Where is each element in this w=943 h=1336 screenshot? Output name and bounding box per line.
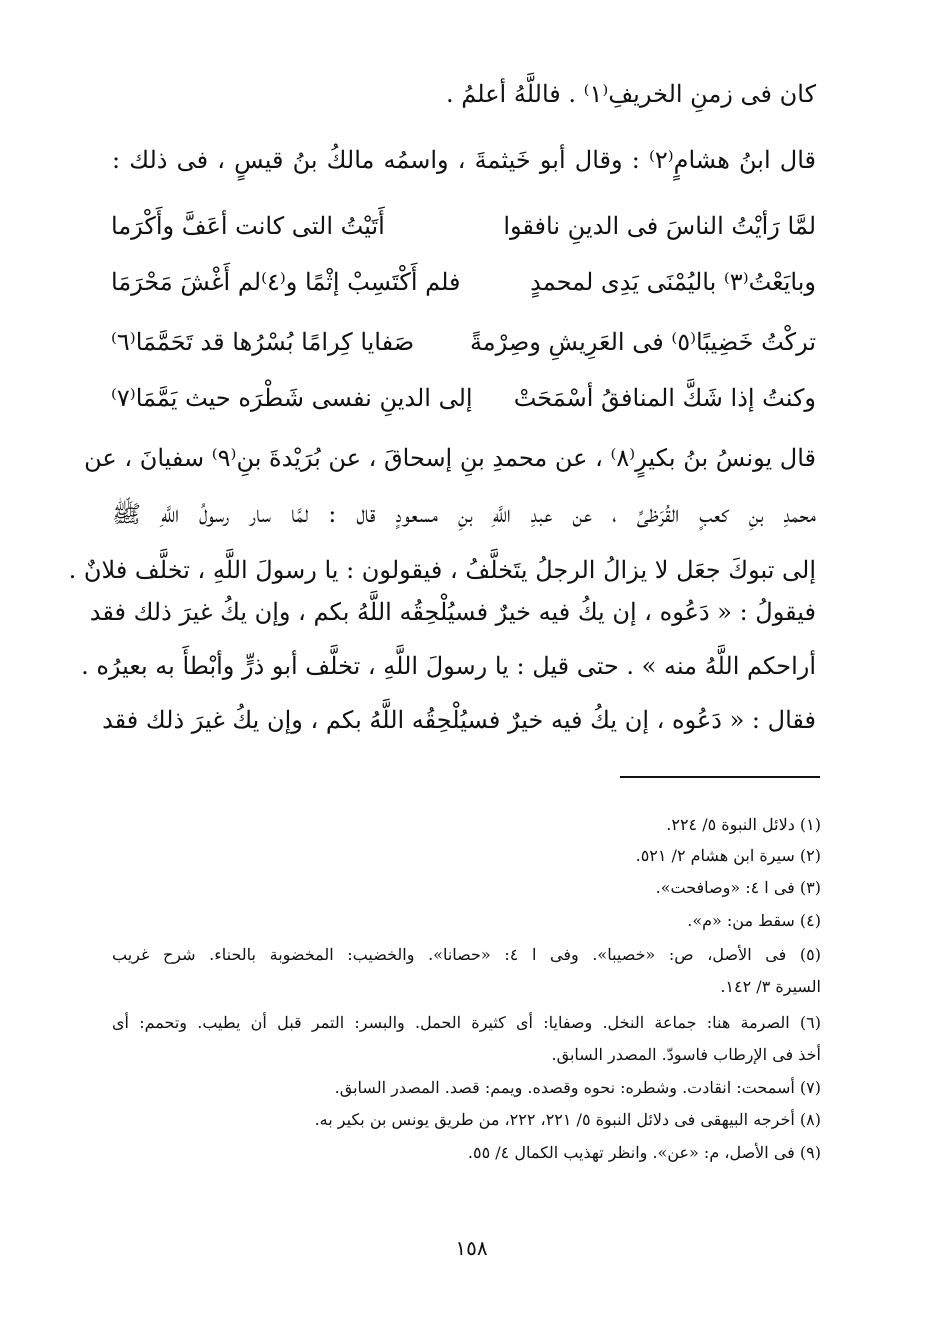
verse-4-first-hemistich: وكنتُ إذا شَكَّ المنافقُ أسْمَحَتْ bbox=[513, 384, 816, 412]
paragraph-line-5: أراحكم اللَّهُ منه » . حتى قيل : يا رسولَ اللَّهِ ، تخلَّف أبو ذرٍّ وأبْطأَ به بعيرُه . bbox=[81, 652, 816, 680]
paragraph-line-4: فيقولُ : « دَعُوه ، إن يكُ فيه خيرٌ فسيُلْحِقُه اللَّهُ بكم ، وإن يكُ غيرَ ذلك فقد bbox=[89, 598, 816, 626]
verse-3 bbox=[111, 322, 816, 372]
verse-1 bbox=[111, 206, 816, 256]
verse-2-second-hemistich: فلم أَكْتَسِبْ إثْمًا و⁽٤⁾لم أَغْشَ مَحْرَمَا bbox=[111, 268, 461, 296]
footnote-5: (٥) فى الأصل، ص: «خصيبا». وفى ا ٤: «حصانا». والخضيب: المخضوبة بالحناء. شرح غريب bbox=[112, 945, 821, 964]
footnote-6-continued: أخذ فى الإرطاب فاسودّ. المصدر السابق. bbox=[551, 1045, 821, 1064]
footnote-8: (٨) أخرجه البيهقى فى دلائل النبوة ٥/ ٢٢١، ٢٢٢، من طريق يونس بن بكير به. bbox=[314, 1110, 821, 1129]
verse-3-first-hemistich: تركْتُ خَضِيبًا⁽٥⁾ فى العَرِيشِ وصِرْمةً bbox=[469, 328, 816, 356]
paragraph-line-3: إلى تبوكَ جعَل لا يزالُ الرجلُ يتَخلَّفُ ، فيقولون : يا رسولَ اللَّهِ ، تخلَّف فلانٌ . bbox=[68, 556, 816, 584]
paragraph-line-2: محمدِ بنِ كعبٍ القُرَظىِّ ، عن عبدِ اللَّهِ بنِ مسعودٍ قال : لمَّا سار رسولُ اللَّهِ ﷺ bbox=[112, 500, 816, 528]
verse-4 bbox=[111, 378, 816, 428]
paragraph-line-6: فقال : « دَعُوه ، إن يكُ فيه خيرٌ فسيُلْحِقُه اللَّهُ بكم ، وإن يكُ غيرَ ذلك فقد bbox=[102, 706, 816, 734]
body-line-2: قال ابنُ هشامٍ⁽٢⁾ : وقال أبو خَيثمةَ ، واسمُه مالكُ بنُ قيسٍ ، فى ذلك : bbox=[112, 146, 816, 174]
footnote-1: (١) دلائل النبوة ٥/ ٢٢٤. bbox=[666, 815, 821, 834]
verse-1-second-hemistich: أَتَيْتُ التى كانت أعَفَّ وأَكْرَما bbox=[111, 212, 385, 240]
verse-2 bbox=[111, 262, 816, 312]
footnote-4: (٤) سقط من: «م». bbox=[687, 911, 821, 930]
verse-4-second-hemistich: إلى الدينِ نفسى شَطْرَه حيث يَمَّمَا⁽٧⁾ bbox=[111, 384, 473, 412]
body-line-1: كان فى زمنِ الخريفِ⁽١⁾ . فاللَّهُ أعلمُ . bbox=[446, 80, 816, 108]
footnote-7: (٧) أسمحت: انقادت. وشطره: نحوه وقصده. ويمم: قصد. المصدر السابق. bbox=[334, 1078, 821, 1097]
paragraph-line-1: قال يونسُ بنُ بكيرٍ⁽٨⁾ ، عن محمدِ بنِ إسحاقَ ، عن بُرَيْدةَ بنِ⁽٩⁾ سفيانَ ، عن bbox=[84, 444, 816, 472]
footnote-9: (٩) فى الأصل، م: «عن». وانظر تهذيب الكمال ٤/ ٥٥. bbox=[467, 1143, 821, 1162]
verse-1-first-hemistich: لمَّا رَأيْتُ الناسَ فى الدينِ نافقوا bbox=[503, 212, 816, 240]
page-number: ١٥٨ bbox=[455, 1236, 488, 1260]
footnote-5-continued: السيرة ٣/ ١٤٢. bbox=[720, 977, 821, 996]
verse-3-second-hemistich: صَفايا كِرامًا بُسْرُها قد تَحَمَّمَا⁽٦⁾ bbox=[111, 328, 415, 356]
footnote-separator bbox=[620, 776, 820, 778]
footnote-6: (٦) الصرمة هنا: جماعة النخل. وصفايا: أى كثيرة الحمل. والبسر: التمر قبل أن يطيب. وتحمم: أى bbox=[112, 1013, 821, 1032]
verse-2-first-hemistich: وبايَعْتُ⁽٣⁾ باليُمْنَى يَدِى لمحمدٍ bbox=[530, 268, 816, 296]
footnote-3: (٣) فى ا ٤: «وصافحت». bbox=[655, 878, 821, 897]
footnote-2: (٢) سيرة ابن هشام ٢/ ٥٢١. bbox=[635, 846, 821, 865]
